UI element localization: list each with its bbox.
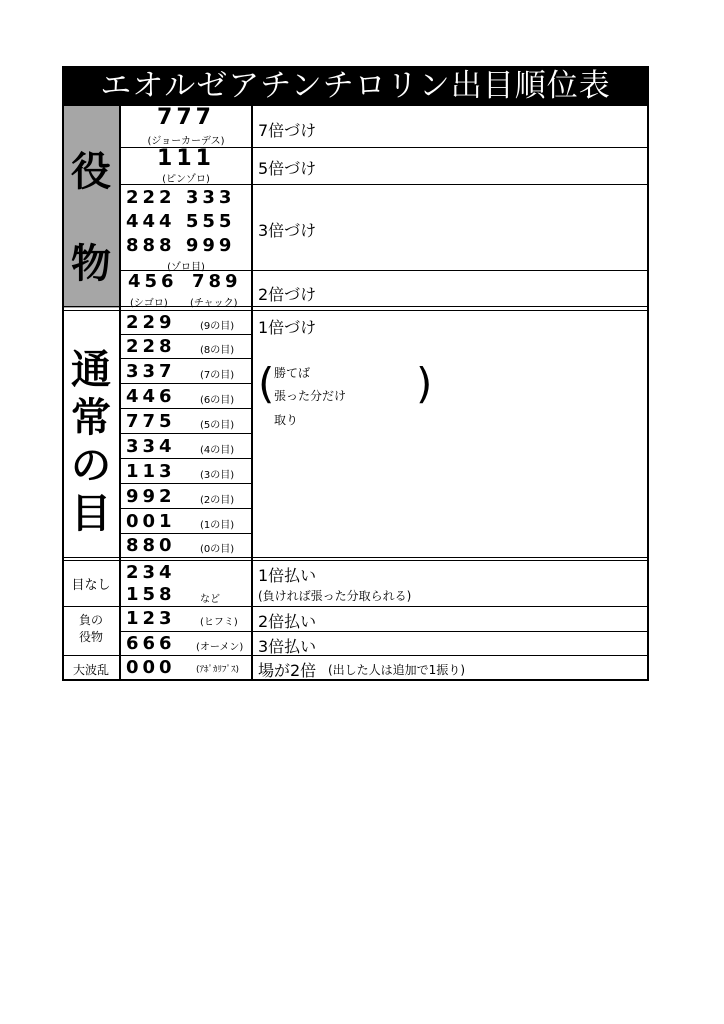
normal-row-note: (2の目) (200, 495, 235, 506)
menashi-number-2: 158 (126, 584, 176, 605)
yaku-111-payout: 5倍づけ (258, 159, 317, 178)
normal-row-number: 446 (126, 386, 176, 407)
shigoro-note: (シゴロ) (130, 298, 168, 309)
yaku-label-top: 役 (71, 149, 111, 195)
omen-number: 666 (126, 633, 176, 654)
normal-payout: 1倍づけ (258, 318, 317, 337)
normal-row-number: 880 (126, 535, 176, 556)
menashi-payout-note: (負ければ張った分取られる) (258, 589, 412, 603)
normal-label-char-2: 常 (71, 395, 111, 441)
menashi-number-1: 234 (126, 562, 176, 583)
normal-label-char-4: 目 (71, 491, 111, 537)
normal-row-number: 334 (126, 436, 176, 457)
fu-yaku-label-line-2: 役物 (78, 630, 103, 644)
shigoro-number: 456 (128, 271, 178, 292)
normal-label-char-1: 通 (71, 347, 111, 393)
zoro-numbers-line3: 888 999 (126, 235, 236, 256)
daiharan-label: 大波乱 (72, 663, 109, 677)
normal-row-note: (8の目) (200, 345, 235, 356)
normal-row-number: 775 (126, 411, 176, 432)
normal-row-note: (0の目) (200, 544, 235, 555)
right-paren: ) (416, 359, 433, 408)
daiharan-payout: 場が2倍 (258, 661, 317, 680)
yaku-777-number: 777 (157, 105, 215, 130)
normal-row-note: (9の目) (200, 321, 235, 332)
chakku-note: (チャック) (190, 298, 238, 309)
hifumi-number: 123 (126, 608, 176, 629)
normal-row-number: 113 (126, 461, 176, 482)
fu-yaku-label-line-1: 負の (78, 613, 103, 627)
zoro-payout: 3倍づけ (258, 221, 317, 240)
normal-row-note: (4の目) (200, 445, 235, 456)
paren-line-1: 勝てば (274, 366, 311, 380)
omen-payout: 3倍払い (258, 637, 317, 656)
normal-row-number: 228 (126, 336, 176, 357)
hifumi-note: (ヒフミ) (200, 617, 238, 628)
zoro-note: (ゾロ目) (167, 262, 205, 273)
normal-label-char-3: の (71, 443, 111, 489)
omen-note: (オーメン) (196, 642, 244, 653)
menashi-payout: 1倍払い (258, 566, 317, 585)
paren-line-2: 張った分だけ (274, 389, 347, 403)
normal-row-number: 001 (126, 511, 176, 532)
zoro-numbers-line1: 222 333 (126, 187, 236, 208)
yaku-777-payout: 7倍づけ (258, 121, 317, 140)
table-title: エオルゼアチンチロリン出目順位表 (62, 66, 649, 106)
shigoro-payout: 2倍づけ (258, 285, 317, 304)
yaku-777-note: (ジョーカーデス) (147, 136, 225, 147)
daiharan-payout-note: (出した人は追加で1振り) (328, 663, 465, 677)
menashi-label: 目なし (71, 578, 111, 593)
table-grid (62, 106, 649, 681)
hifumi-payout: 2倍払い (258, 612, 317, 631)
menashi-note: など (200, 594, 220, 605)
normal-row-number: 337 (126, 361, 176, 382)
apocalypse-note: (ｱﾎﾟｶﾘﾌﾟｽ) (196, 665, 240, 675)
yaku-111-note: (ピンゾロ) (162, 174, 210, 185)
normal-row-note: (5の目) (200, 420, 235, 431)
yaku-label-bottom: 物 (71, 241, 111, 287)
yaku-111-number: 111 (157, 146, 215, 171)
chakku-number: 789 (192, 271, 242, 292)
apocalypse-number: 000 (126, 657, 176, 678)
normal-row-note: (1の目) (200, 520, 235, 531)
normal-row-number: 992 (126, 486, 176, 507)
fu-yaku-label (62, 612, 120, 646)
normal-row-note: (7の目) (200, 370, 235, 381)
paren-line-3: 取り (274, 413, 299, 427)
zoro-numbers-line2: 444 555 (126, 211, 236, 232)
normal-row-note: (6の目) (200, 395, 235, 406)
normal-row-number: 229 (126, 312, 176, 333)
normal-row-note: (3の目) (200, 470, 235, 481)
left-paren: ( (258, 359, 275, 408)
